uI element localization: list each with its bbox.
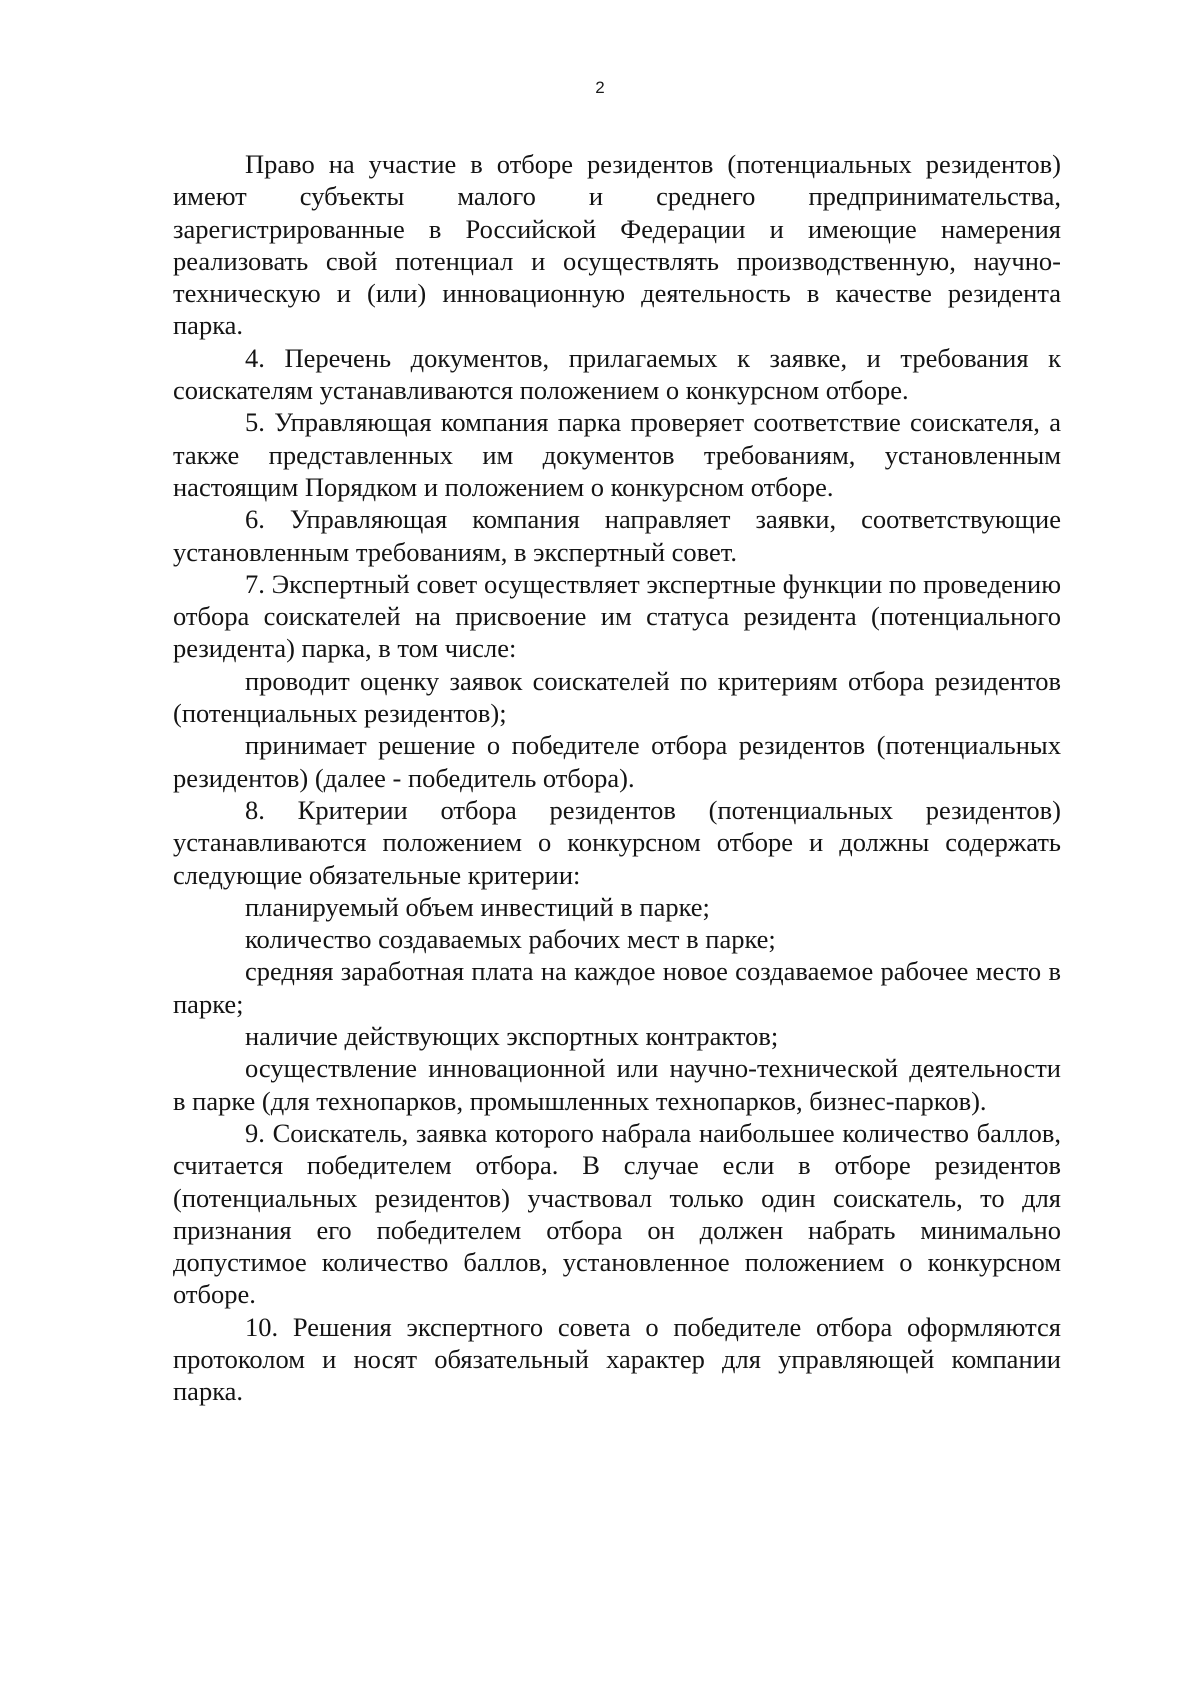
paragraph-item-7-sub-1: проводит оценку заявок соискателей по критериям отбора резидентов (потенциальных резидентов); (173, 665, 1061, 729)
criterion-export-contracts: наличие действующих экспортных контрактов; (245, 1021, 779, 1052)
paragraph-item-8: 8. Критерии отбора резидентов (потенциальных резидентов) устанавливаются положением о конкурсном отборе и должны содержать следующие обязательные критерии: (173, 794, 1061, 890)
paragraph-participation-right: Право на участие в отборе резидентов (потенциальных резидентов) имеют субъекты малого и среднего предпринимательства, зарегистрированные в Российской Федерации и имеющие намерения реализовать свой потенциал и осуществлять производственную, научно-техническую и (или) инновационную деятельность в качестве резидента парка. (173, 149, 1061, 341)
paragraph-item-7: 7. Экспертный совет осуществляет экспертные функции по проведению отбора соискателей на присвоение им статуса резидента (потенциального резидента) парка, в том числе: (173, 568, 1061, 664)
paragraph-item-10: 10. Решения экспертного совета о победителе отбора оформляются протоколом и носят обязательный характер для управляющей компании парка. (173, 1311, 1061, 1407)
paragraph-item-9: 9. Соискатель, заявка которого набрала наибольшее количество баллов, считается победителем отбора. В случае если в отборе резидентов (потенциальных резидентов) участвовал только один соискатель, то для признания его победителем отбора он должен набрать минимально допустимое количество баллов, установленное положением о конкурсном отборе. (173, 1117, 1061, 1310)
document-body (173, 148, 1061, 1408)
paragraph-item-4: 4. Перечень документов, прилагаемых к заявке, и требования к соискателям устанавливаются положением о конкурсном отборе. (173, 342, 1061, 406)
criterion-investment: планируемый объем инвестиций в парке; (245, 891, 710, 922)
paragraph-item-6: 6. Управляющая компания направляет заявки, соответствующие установленным требованиям, в экспертный совет. (173, 504, 1061, 567)
criterion-innovation: осуществление инновационной или научно-технической деятельности в парке (для технопарков, промышленных технопарков, бизнес-парков). (173, 1053, 1061, 1116)
paragraph-item-5: 5. Управляющая компания парка проверяет соответствие соискателя, а также представленных им документов требованиям, установленным настоящим Порядком и положением о конкурсном отборе. (173, 407, 1061, 502)
page-number: 2 (595, 78, 605, 97)
criterion-salary: средняя заработная плата на каждое новое создаваемое рабочее место в парке; (173, 956, 1061, 1019)
paragraph-item-7-sub-2: принимает решение о победителе отбора резидентов (потенциальных резидентов) (далее - победитель отбора). (173, 730, 1061, 793)
criterion-jobs: количество создаваемых рабочих мест в парке; (245, 924, 776, 955)
